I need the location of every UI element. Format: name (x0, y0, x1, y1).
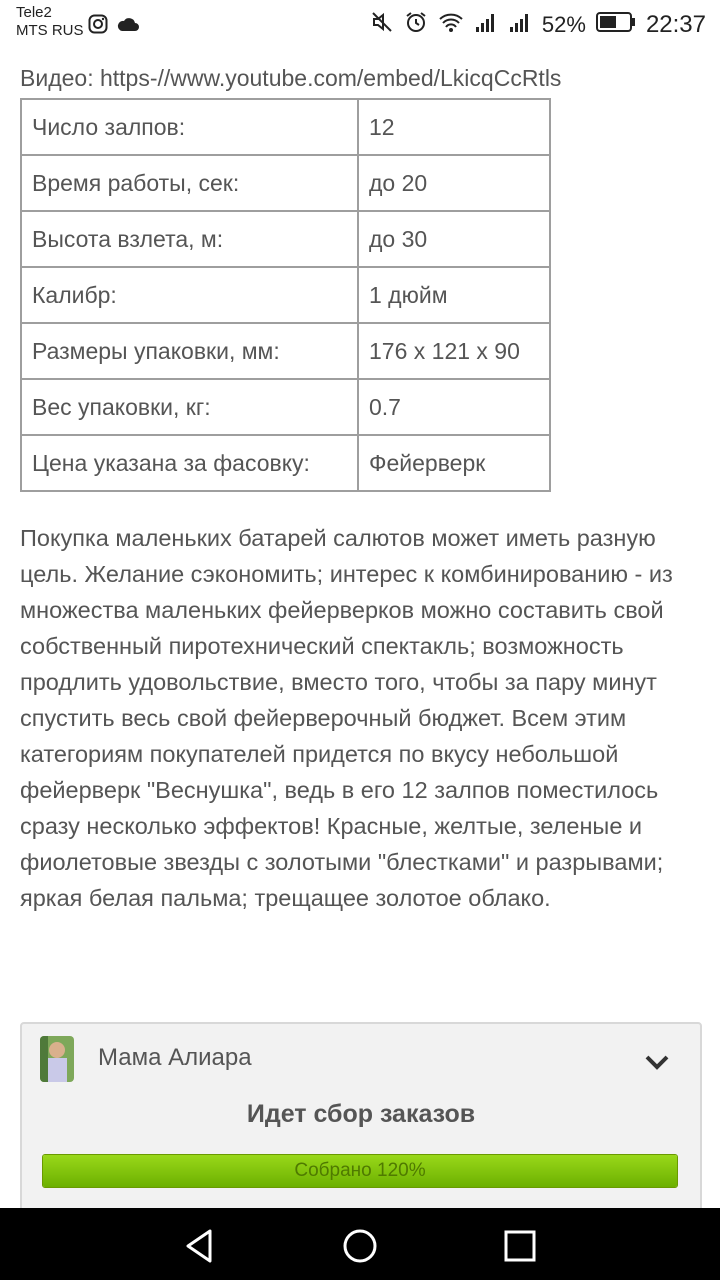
clock: 22:37 (645, 10, 706, 38)
article-content (20, 62, 700, 916)
signal-icon (508, 11, 532, 38)
recents-icon[interactable] (500, 1226, 540, 1266)
carrier-info (16, 4, 84, 40)
spec-key: Размеры упаковки, мм: (21, 323, 358, 379)
spec-key: Вес упаковки, кг: (21, 379, 358, 435)
spec-value: 1 дюйм (358, 267, 550, 323)
progress-bar (42, 1154, 678, 1188)
spec-value: 0.7 (358, 379, 550, 435)
spec-key: Число залпов: (21, 99, 358, 155)
battery-icon (596, 11, 636, 38)
spec-value: до 20 (358, 155, 550, 211)
table-row (21, 155, 550, 211)
chevron-down-icon[interactable] (644, 1054, 670, 1075)
card-title: Идет сбор заказов (246, 1100, 476, 1128)
instagram-icon (88, 14, 108, 39)
video-link[interactable]: Видео: https-//www.youtube.com/embed/LkicqCcRtls (20, 65, 562, 91)
mute-icon (370, 10, 394, 39)
cloud-icon (116, 14, 140, 39)
spec-key: Высота взлета, м: (21, 211, 358, 267)
product-description: Покупка маленьких батарей салютов может иметь разную цель. Желание сэкономить; интерес к комбинированию - из множества маленьких фейерверков можно составить свой собственный пиротехнический спектакль; возможность продлить удовольствие, вместо того, чтобы за пару минут спустить весь свой фейерверочный бюджет. Всем этим категориям покупателей придется по вкусу небольшой фейерверк "Веснушка", ведь в его 12 залпов поместилось сразу несколько эффектов! Красные, желтые, зеленые и фиолетовые звезды с золотыми "блестками" и разрывами; яркая белая пальма; трещащее золотое облако. (20, 525, 673, 911)
system-icons (370, 10, 706, 39)
status-bar (0, 0, 720, 50)
progress-label: Собрано 120% (294, 1160, 426, 1181)
spec-value: Фейерверк (358, 435, 550, 491)
table-row (21, 99, 550, 155)
spec-value: 176 x 121 x 90 (358, 323, 550, 379)
back-icon[interactable] (180, 1226, 220, 1266)
table-row (21, 323, 550, 379)
spec-key: Время работы, сек: (21, 155, 358, 211)
carrier-primary: Tele2 (16, 4, 52, 21)
spec-key: Калибр: (21, 267, 358, 323)
home-icon[interactable] (340, 1226, 380, 1266)
avatar[interactable] (40, 1036, 74, 1082)
wifi-icon (438, 11, 464, 38)
spec-value: 12 (358, 99, 550, 155)
carrier-secondary: MTS RUS (16, 22, 84, 39)
joint-purchase-card (20, 1022, 702, 1226)
battery-percent: 52% (541, 11, 586, 37)
table-row (21, 435, 550, 491)
specs-table (20, 98, 551, 492)
navigation-bar (0, 1208, 720, 1280)
notification-icons (88, 14, 140, 39)
table-row (21, 267, 550, 323)
spec-key: Цена указана за фасовку: (21, 435, 358, 491)
table-row (21, 211, 550, 267)
signal-icon (474, 11, 498, 38)
spec-value: до 30 (358, 211, 550, 267)
alarm-icon (404, 10, 428, 39)
table-row (21, 379, 550, 435)
organizer-name[interactable]: Мама Алиара (98, 1044, 252, 1071)
